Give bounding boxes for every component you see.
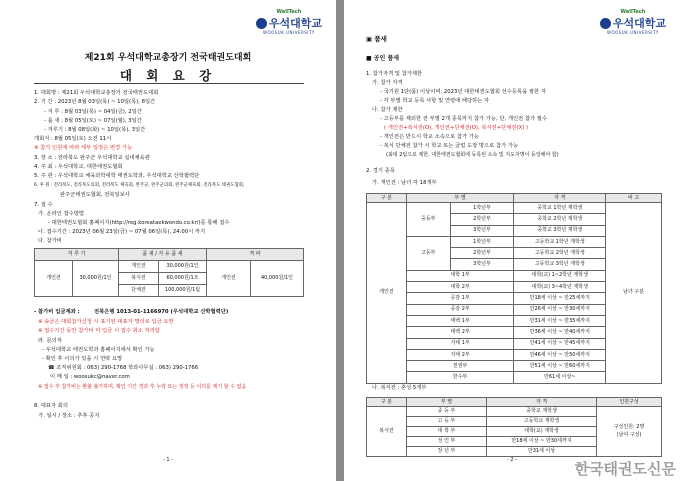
- text-line: - 품 새 : 8월 05일(토) ~ 07일(월), 3일간: [44, 118, 142, 124]
- text-line: 완주군태권도협회, 전북일보사: [60, 192, 130, 198]
- text-line: 8. 대표자 회의: [34, 403, 69, 409]
- text-line: - 우석대학교 태권도학과 홈페이지에서 확인 가능: [42, 347, 155, 353]
- doubles-events-table: 구 분 부 별 자 격 인원구성 복식전 중 등 부 중학교 재학생 구성인원: 2명 (남여 구성) 고 등 부 고등학교 재학생 대 학 부 대학(교) 재학생 성 인 부 만18세 이상 ~ 만30세까지 장 년 부 만31세 이상: [366, 397, 662, 457]
- text-line: 다. 참가비: [38, 238, 62, 244]
- text-line: - 겨 루 : 8월 03일(목) ~ 04일(금), 2일간: [44, 109, 142, 115]
- title-divider: [34, 83, 304, 84]
- newspaper-watermark: 한국태권도신문: [574, 460, 676, 478]
- text-line: - 각 부별 학교 등록 사항 및 연령에 해당하는 자: [380, 98, 490, 104]
- document-page-1: [0, 0, 336, 481]
- text-line: - 고등부를 제외한 전 부별 2개 종목까지 참가 가능, 단, 개인전 참가 필수: [380, 116, 548, 122]
- registration-link-line[interactable]: - 대한태권도협회 홈페이지(http://reg.koreataekwondo.co.kr/)를 통해 접수: [48, 220, 230, 226]
- university-emblem-icon: [256, 18, 267, 29]
- text-line: - 복식 단체전 참가 시 학교 또는 클럽 도장 명으로 참가 가능: [380, 143, 519, 149]
- university-emblem-icon: [600, 18, 611, 29]
- notice-line: ※ 참가 인원에 따라 세부 일정은 변경 가능: [34, 145, 133, 151]
- text-line: 1. 대회명 : 제21회 우석대학교총장기 전국태권도대회: [34, 90, 159, 96]
- contact-email-line[interactable]: 이 메 일 : woosukc@naver.com: [50, 374, 130, 380]
- text-line: 3. 장 소 : 전라북도 완주군 우석대학교 실내체육관: [34, 155, 150, 161]
- section-heading: ▣ 품새: [366, 35, 387, 43]
- text-line: 가. 참가 자격: [372, 80, 403, 86]
- refund-notice: ※ 접수 후 참가비는 환불 불가하며, 확인 기간 경과 후 누락 또는 정정 등 이의를 제기 할 수 없음: [38, 384, 247, 390]
- text-line: - 개인전은 반드시 학교 소속으로 참가 가능: [380, 134, 480, 140]
- text-line: 라. 문의처: [38, 338, 62, 344]
- university-logo: WellTech 우석대학교 WOOSUK UNIVERSITY: [256, 10, 322, 35]
- text-line: 2. 경기 종목: [366, 168, 395, 174]
- notice-line: ※ 접수기간 동안 참가비 미 입금 시 접수 취소 처리함: [38, 328, 160, 334]
- page-number: - 1 -: [163, 457, 173, 463]
- text-line: 나. 복식전 : 혼성 5개부: [372, 385, 427, 391]
- page-number: - 2 -: [507, 457, 517, 463]
- text-line: 2. 기 간 : 2023년 8월 03일(목) ~ 10일(목), 8일간: [34, 99, 156, 105]
- account-label: - 참가비 입금계좌 :: [34, 309, 80, 315]
- text-line: - 겨루기 : 8월 08일(화) ~ 10일(목), 3일간: [44, 127, 146, 133]
- university-logo: WellTech 우석대학교 WOOSUK UNIVERSITY: [600, 10, 666, 35]
- notice-line: ( 개인전+복식전(O), 개인전+단체전(O), 복식전+단체전(X) ): [384, 125, 529, 131]
- text-line: 가. 일시 / 장소 : 추후 공지: [38, 413, 100, 419]
- text-line: 4. 주 최 : 우석대학교, 대한태권도협회: [34, 164, 123, 170]
- fee-table: 겨 루 기 품 새 / 자 유 품 새 격 파 개인전 30,000원/1인 개인전 30,000원/1인 개인전 40,000원/1인 복식전 60,000원/1조 단체전 100,000원/1팀: [34, 248, 304, 297]
- notice-line: ※ 송금은 대회참가신청 시 표기된 대표자 명의로 입금 요망: [38, 319, 174, 325]
- text-line: 6. 후 원 : 전라북도, 전라북도의회, 전라북도 체육회, 완주군, 완주군의회, 완주군체육회, 전라북도 태권도협회,: [34, 183, 245, 188]
- text-line: 1. 참가자격 및 참가제한: [366, 71, 423, 77]
- individual-events-table: 구 분 부 별 자 격 비 고 개인전 중등부 1학년부 중학교 1학년 재학생 남녀 구분 2학년부 중학교 2학년 재학생 3학년부 중학교 3학년 재학생 고등부 1학년부 고등학교 1학년 재학생 2학년부 고등학교 2학년 재학생 3학년부 고등학교 3학년 재학생 대학 1부 대학(교) 1~2학년 재학생 대학 2부 대학(교) 3~4학년 재학생 공감 1부 만18세 이상 ~ 만25세까지 공감 2부 만26세 이상 ~ 만30세까지 태백 1부 만31세 이상 ~ 만35세까지 태백 2부 만36세 이상 ~ 만40세까지 지태 1부 만41세 이상 ~ 만45세까지 지태 2부 만46세 이상 ~ 만50세까지 천권부 만51세 이상 ~ 만60세까지 한수부 만61세 이상~: [366, 193, 662, 384]
- text-line: 개회식 : 8월 05일(토) 오전 11시: [34, 136, 112, 142]
- text-line: (최대 2팀으로 제한, 대한태권도협회에 등록된 소속 및 지도자명이 동일해야 함): [386, 152, 559, 158]
- text-line: - 확인 후 이의가 있을 시 연락 요망: [42, 356, 123, 362]
- text-line: 나. 접수기간 : 2023년 06월 23일(금) ~ 07월 06일(목), 24:00시 까지: [38, 229, 206, 235]
- text-line: 나. 참가 제한: [372, 107, 403, 113]
- text-line: 가. 개인전 : 남녀 각 18개부: [372, 180, 437, 186]
- text-line: 가. 온라인 접수방법: [38, 211, 84, 217]
- page-title: 제21회 우석대학교총장기 전국태권도대회: [84, 53, 252, 63]
- contact-phone-line: ☎ 조직위원회 : 063) 290-1768 학과사무실 : 063) 290-1766: [48, 365, 199, 371]
- document-page-2: [344, 0, 680, 481]
- page-subtitle: 대 회 요 강: [119, 68, 217, 83]
- account-value: 전북은행 1013-01-1166970 (우석대학교 산학협력단): [94, 309, 229, 315]
- text-line: - 국기원 1단(품) 이상이며, 2023년 대한태권도협회 선수등록을 필한 자: [380, 89, 546, 95]
- text-line: 5. 주 관 : 우석대학교 체육과학대학 태권도학과, 우석대학교 산학협력단: [34, 173, 200, 179]
- text-line: 7. 접 수: [34, 202, 53, 208]
- subsection-heading: ■ 공인 품새: [366, 55, 400, 62]
